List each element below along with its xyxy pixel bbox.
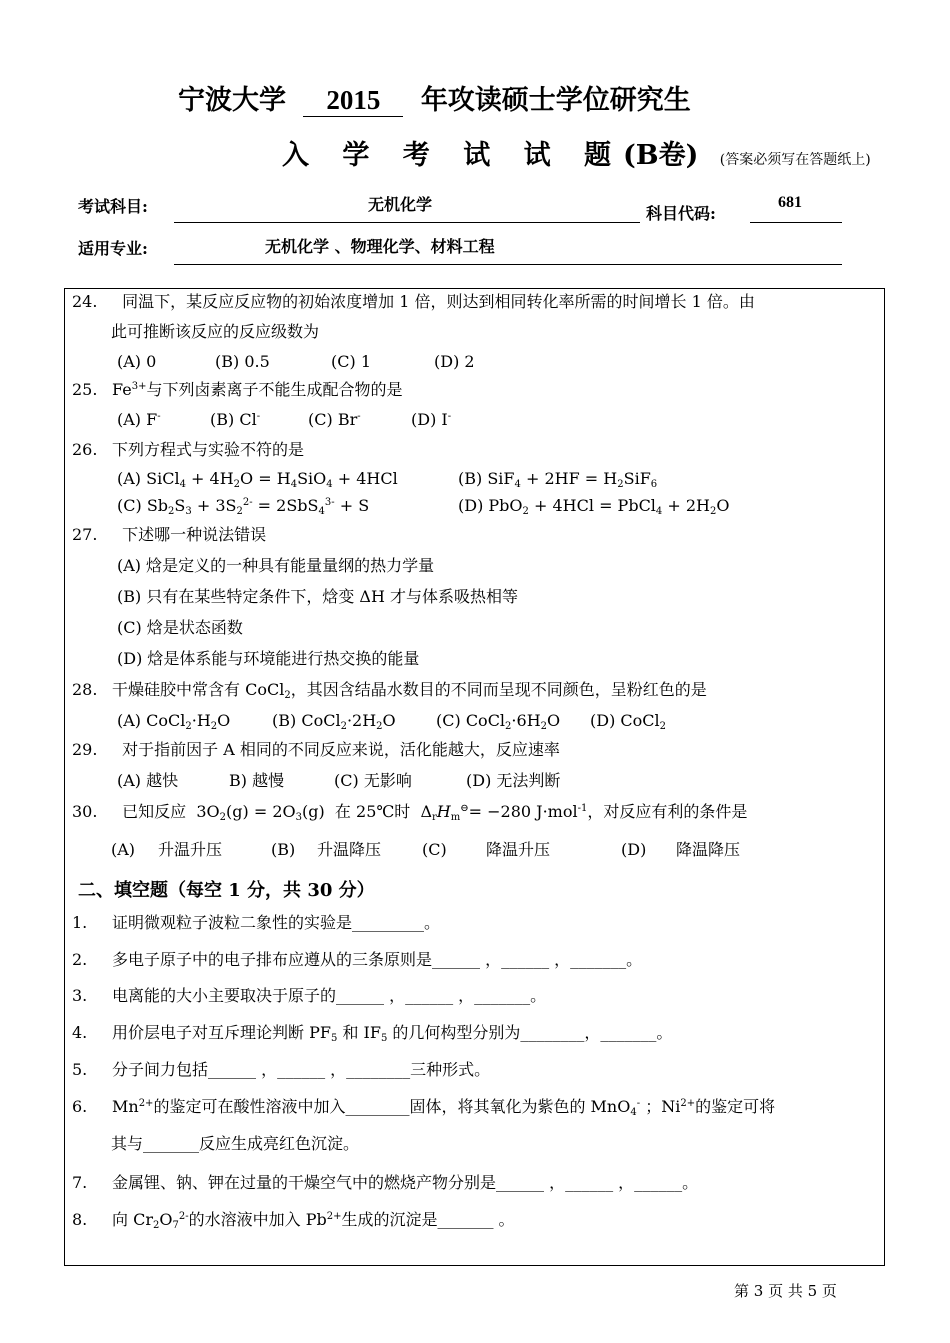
page-number: 第 3 页 共 5 页 [734, 1282, 837, 1300]
fill-item-6-line2: 其与_______反应生成亮红色沉淀。 [111, 1134, 360, 1153]
fill-item-1: 1. 证明微观粒子波粒二象性的实验是_________。 [72, 913, 441, 932]
q27-option-d: (D) 焓是体系能与环境能进行热交换的能量 [117, 649, 420, 668]
q29-option-c: (C) 无影响 [334, 771, 412, 790]
major-value: 无机化学 、物理化学、材料工程 [265, 237, 495, 256]
subject-label: 考试科目: [78, 197, 148, 216]
q29-option-b: B) 越慢 [229, 771, 285, 790]
exam-title: 入 学 考 试 试 题 [282, 140, 623, 171]
exam-year: 2015 [303, 85, 403, 117]
q26-option-a: (A) SiCl$_4$ + $4H_2O = H_4SiO_4 + 4HCl$ [117, 469, 398, 490]
q26-option-b: (B) $SiF_4 + 2HF = H_2SiF_6$ [458, 469, 658, 490]
question-29: 29. 对于指前因子 A 相同的不同反应来说，活化能越大，反应速率 [72, 740, 560, 759]
fill-item-2: 2. 多电子原子中的电子排布应遵从的三条原则是______ ，______ ，_______。 [72, 950, 643, 969]
code-underline [750, 222, 842, 223]
q30-option-b: 升温降压 [317, 840, 382, 859]
university-name: 宁波大学 [178, 85, 286, 116]
question-27: 27. 下述哪一种说法错误 [72, 525, 267, 544]
section-2-title: 二、填空题（每空 1 分，共 30 分） [78, 880, 375, 901]
q27-option-a: (A) 焓是定义的一种具有能量量纲的热力学量 [117, 556, 435, 575]
q30-option-a-label: (A) [111, 840, 136, 859]
question-30: 30. 已知反应 $3O_2(g) = 2O_3(g)$ 在 25℃时 $\Delta_rH_m^⊖= -280$ J·mol$^{-1}$，对反应有利的条件是 [72, 802, 748, 823]
fill-item-5: 5. 分子间力包括______ ，______ ，________三种形式。 [72, 1060, 491, 1079]
q24-option-d: (D) 2 [434, 352, 475, 371]
fill-item-3: 3. 电离能的大小主要取决于原子的______ ，______ ，_______。 [72, 986, 547, 1005]
q30-option-c-label: (C) [422, 840, 447, 859]
major-underline [174, 264, 842, 265]
q28-option-d: (D) CoCl$_2$ [590, 711, 667, 732]
major-label: 适用专业: [78, 239, 148, 258]
q24-option-c: (C) 1 [331, 352, 371, 371]
question-26: 26. 下列方程式与实验不符的是 [72, 440, 305, 459]
fill-item-6: 6. $Mn^{2+}$的鉴定可在酸性溶液中加入________固体，将其氧化为紫色的 MnO$_4$- ；$Ni^{2+}$的鉴定可将 [72, 1097, 776, 1118]
fill-item-7: 7. 金属锂、钠、钾在过量的干燥空气中的燃烧产物分别是______ ，______ ，______。 [72, 1173, 699, 1192]
paper-label: (B卷) [623, 140, 699, 171]
code-label: 科目代码: [646, 204, 716, 223]
answer-note: (答案必须写在答题纸上) [719, 152, 871, 168]
question-24: 24. 同温下，某反应反应物的初始浓度增加 1 倍，则达到相同转化率所需的时间增长 1 倍。由 [72, 292, 755, 311]
question-24-text2: 此可推断该反应的反应级数为 [111, 322, 320, 341]
q30-option-d-label: (D) [621, 840, 647, 859]
subject-value: 无机化学 [368, 195, 433, 214]
q26-option-c: (C) $Sb_2S_3 + 3S_2^{2-} = 2SbS_4^{3-} + S$ [117, 496, 370, 517]
q25-option-a: (A) F- [117, 410, 161, 429]
exam-title-line1 [178, 78, 691, 117]
code-value: 681 [778, 194, 802, 211]
q25-option-d: (D) I- [411, 410, 452, 429]
q28-option-c: (C) $CoCl_2\cdot 6H_2O$ [436, 711, 561, 732]
q30-option-b-label: (B) [271, 840, 296, 859]
q28-option-a: (A) $CoCl_2\cdot H_2O$ [117, 711, 231, 732]
question-25: 25. $Fe^{3+}$与下列卤素离子不能生成配合物的是 [72, 380, 403, 399]
fill-item-8: 8. 向 $Cr_2O_7^{2-}$的水溶液中加入 $Pb^{2+}$生成的沉淀是_______ 。 [72, 1210, 515, 1231]
q29-option-a: (A) 越快 [117, 771, 179, 790]
q30-option-c: 降温升压 [486, 840, 551, 859]
exam-title-line2 [282, 133, 871, 172]
q25-option-c: (C) Br- [308, 410, 361, 429]
q27-option-c: (C) 焓是状态函数 [117, 618, 243, 637]
q24-option-a: (A) 0 [117, 352, 157, 371]
fill-item-4: 4. 用价层电子对互斥理论判断 $PF_5$ 和 $IF_5$ 的几何构型分别为________，_______。 [72, 1023, 673, 1044]
q30-option-a: 升温升压 [158, 840, 223, 859]
q29-option-d: (D) 无法判断 [466, 771, 561, 790]
question-28: 28. 干燥硅胶中常含有 CoCl$_2$，其因含结晶水数目的不同而呈现不同颜色，呈粉红色的是 [72, 680, 707, 701]
q24-option-b: (B) 0.5 [215, 352, 270, 371]
q30-option-d: 降温降压 [676, 840, 741, 859]
q25-option-b: (B) Cl- [210, 410, 261, 429]
title-suffix: 年攻读硕士学位研究生 [420, 85, 691, 116]
subject-underline [174, 222, 640, 223]
q28-option-b: (B) $CoCl_2\cdot 2H_2O$ [272, 711, 396, 732]
q26-option-d: (D) PbO$_2$ + 4HCl = PbCl$_4$ + $2H_2O$ [458, 496, 730, 517]
q27-option-b: (B) 只有在某些特定条件下，焓变 ΔH 才与体系吸热相等 [117, 587, 519, 606]
